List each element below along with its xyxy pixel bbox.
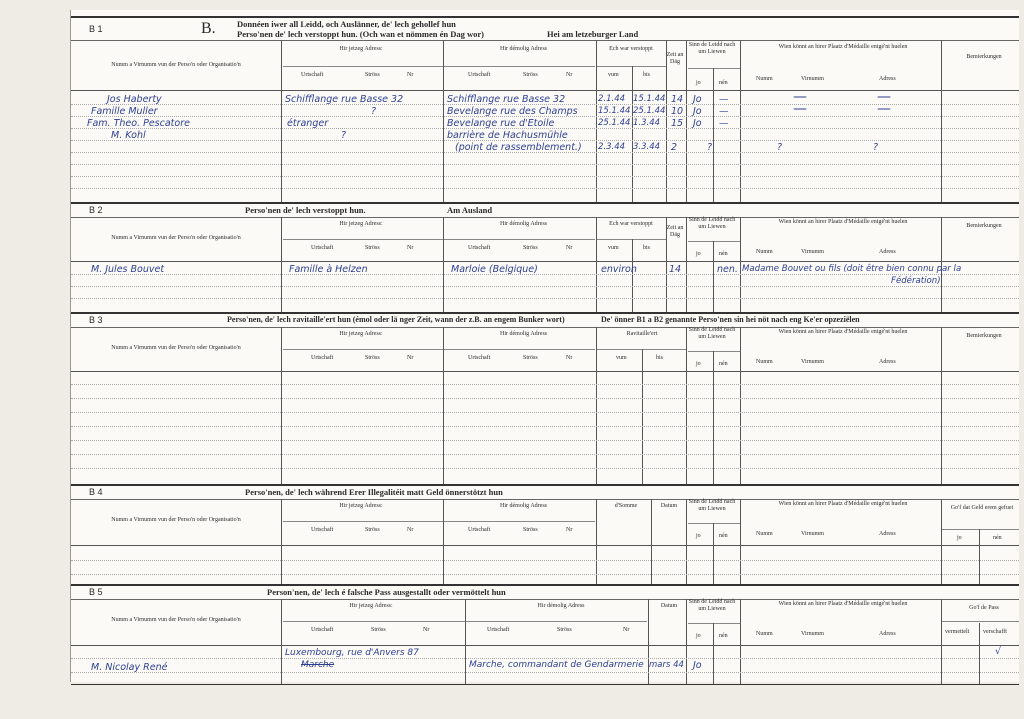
datum-header: Datum — [660, 603, 678, 609]
ort-header: Urtschaft — [311, 627, 334, 633]
section-id: B 5 — [89, 587, 103, 597]
b1-jo-3: Jo — [693, 118, 702, 129]
b1-nen-2: — — [719, 106, 729, 117]
b1-deeg-2: 10 — [671, 106, 684, 117]
section-subtitle: Perso'nen de' lech verstoppt hun. (Och wan et nömmen én Dag wor) — [237, 29, 484, 39]
vermettelt-header: vermettelt — [945, 629, 970, 635]
b1-old-2: Bevelange rue des Champs — [447, 106, 578, 117]
b5-cur: Luxembourg, rue d'Anvers 87 — [285, 648, 419, 658]
numm-header: Numm — [756, 531, 773, 537]
b1-cur-3: étranger — [287, 118, 329, 129]
numm-header: Numm — [756, 359, 773, 365]
jo-header: jo — [696, 361, 701, 367]
section-id: B 2 — [89, 205, 103, 215]
section-id: B 1 — [89, 24, 103, 34]
b5-old: Marche, commandant de Gendarmerie — [469, 660, 644, 670]
numm-header: Numm — [756, 249, 773, 255]
bem-header: Bemierkungen — [966, 54, 1002, 60]
b1-wien-mark-1: — — [793, 89, 807, 105]
adress-header: Adress — [879, 631, 896, 637]
stross-header: Ströss — [523, 527, 538, 533]
section-subtitle: De' önner B1 a B2 genannte Perso'nen sin hei nöt nach eng Ke'er opzeziëlen — [601, 315, 860, 324]
nr-header: Nr — [423, 627, 430, 633]
old-header: Hir démolig Adress — [500, 46, 547, 52]
b1-name-3: Fam. Theo. Pescatore — [87, 118, 190, 129]
stross-header: Ströss — [557, 627, 572, 633]
ort-header: Urtschaft — [468, 355, 491, 361]
old-header: Hir démolig Adress — [537, 603, 585, 609]
virnumm-header: Virnumm — [801, 359, 824, 365]
wien-header: Wien könnt an hirer Plaatz d'Médaille entgé'nt huelen — [778, 601, 908, 607]
b2-old: Marloie (Belgique) — [451, 264, 538, 275]
b1-bis-1: 15.1.44 — [633, 94, 666, 104]
nr-header: Nr — [566, 355, 573, 361]
cur-header: Hir jetzeg Adress: — [349, 603, 393, 609]
b1-old-1: Schifflange rue Basse 32 — [447, 94, 566, 105]
nr-header: Nr — [566, 245, 573, 251]
nr-header: Nr — [566, 72, 573, 78]
b1-jo-2: Jo — [693, 106, 702, 117]
b1-deeg-5: 2 — [671, 142, 678, 153]
jo-header: jo — [696, 251, 701, 257]
stross-header: Ströss — [365, 527, 380, 533]
old-header: Hir démolig Adress — [500, 221, 547, 227]
gof-header: Go'f de Pass — [969, 605, 999, 611]
b1-name-1: Jos Haberty — [107, 94, 162, 105]
b1-name-4: M. Kohl — [111, 130, 146, 141]
ort-header: Urtschaft — [301, 72, 324, 78]
b1-old-3: Bevelange rue d'Etoile — [447, 118, 555, 129]
nen-header: nén — [719, 361, 728, 367]
b5-name: M. Nicolay René — [91, 662, 168, 673]
wien-header: Wien könnt an hirer Plaatz d'Médaille entgé'nt huelen — [778, 501, 908, 507]
b2-wien-1: Madame Bouvet ou fils (doit être bien connu par la — [742, 264, 962, 274]
section-title: Perso'nen de' lech verstoppt hun. — [245, 205, 366, 215]
stross-header: Ströss — [365, 245, 380, 251]
adress-header: Adress — [879, 249, 896, 255]
b2-wien-2: Fédération) — [891, 276, 941, 286]
header-row — [71, 499, 1019, 546]
b2-von: environ — [601, 264, 637, 275]
stross-header: Ströss — [523, 245, 538, 251]
ort-header: Urtschaft — [311, 527, 334, 533]
section-bar — [71, 314, 1019, 328]
b1-nen-3: — — [719, 118, 729, 129]
b1-old-5: (point de rassemblement.) — [455, 142, 582, 153]
section-b3 — [71, 312, 1019, 486]
name-col-header: Numm a Virnumm vun der Perso'n oder Organisatio'n — [111, 517, 241, 523]
ort-header: Urtschaft — [468, 527, 491, 533]
nen-header: nén — [719, 633, 728, 639]
ort-header: Urtschaft — [487, 627, 510, 633]
gof-header: Go'f dat Geld erem gefuet — [950, 505, 1014, 511]
cur-header: Hir jetzeg Adress: — [339, 221, 383, 227]
datum-header: Datum — [660, 503, 678, 509]
name-col-header: Numm a Virnumm vun der Perso'n oder Organisatio'n — [111, 235, 241, 241]
ort-header: Urtschaft — [311, 355, 334, 361]
b1-von-1: 2.1.44 — [598, 94, 626, 104]
b1-cur-1: Schifflange rue Basse 32 — [285, 94, 404, 105]
b1-nen-5: ? — [707, 142, 713, 153]
b1-deeg-1: 14 — [671, 94, 684, 105]
cur-header: Hir jetzeg Adress: — [339, 503, 383, 509]
adress-header: Adress — [879, 531, 896, 537]
section-bar — [71, 204, 1019, 218]
numm-header: Numm — [756, 76, 773, 82]
bis-header: bis — [643, 72, 651, 78]
ort-header: Urtschaft — [468, 72, 491, 78]
zeit-header: Zeit an Däg — [666, 52, 684, 65]
sinn-header: Sinn de Leidd nach um Liewen — [688, 499, 736, 512]
nr-header: Nr — [566, 527, 573, 533]
bis-header: bis — [643, 245, 651, 251]
nr-header: Nr — [407, 245, 414, 251]
b1-deeg-3: 15 — [671, 118, 684, 129]
b1-wien-mark-2: — — [877, 89, 891, 105]
sinn-header: Sinn de Leidd nach um Liewen — [688, 327, 736, 340]
versteppt-header: Ech war verstoppt — [609, 46, 653, 52]
jo-header: jo — [696, 80, 701, 86]
nen-header: nén — [719, 80, 728, 86]
virnumm-header: Virnumm — [801, 531, 824, 537]
vum-header: vum — [608, 72, 619, 78]
b2-name: M. Jules Bouvet — [91, 264, 165, 275]
b1-jo-1: Jo — [693, 94, 702, 105]
nen-header: nén — [719, 251, 728, 257]
somme-header: d'Somme — [614, 503, 638, 509]
jo-header: jo — [957, 535, 962, 541]
section-title: Donnéen iwer all Leidd, och Auslänner, de' lech gehollef hun — [237, 19, 456, 29]
sinn-header: Sinn de Leidd nach um Liewen — [688, 42, 736, 55]
stross-header: Ströss — [371, 627, 386, 633]
nr-header: Nr — [407, 355, 414, 361]
section-b1 — [71, 16, 1019, 204]
stross-header: Ströss — [523, 355, 538, 361]
name-col-header: Numm a Virnumm vun der Perso'n oder Organisatio'n — [111, 345, 241, 351]
wien-header: Wien könnt an hirer Plaatz d'Médaille entgé'nt huelen — [778, 219, 908, 225]
b1-von-5: 2.3.44 — [598, 142, 626, 152]
b5-verschafft-check: √ — [995, 646, 1002, 657]
stross-header: Ströss — [523, 72, 538, 78]
b1-wien-mark-3: — — [793, 101, 807, 117]
bem-header: Bemierkungen — [966, 223, 1002, 229]
versteppt-header: Ech war verstoppt — [609, 221, 653, 227]
b1-old-4: barrière de Hachusmühle — [447, 130, 568, 141]
section-subtitle-2: Hei am letzeburger Land — [547, 29, 639, 39]
old-header: Hir démolig Adress — [500, 503, 547, 509]
nr-header: Nr — [407, 527, 414, 533]
nen-header: nén — [993, 535, 1002, 541]
section-b2 — [71, 202, 1019, 314]
b1-wien-mark-6: ? — [873, 142, 879, 153]
section-b4 — [71, 484, 1019, 586]
b1-nen-1: — — [719, 94, 729, 105]
sinn-header: Sinn de Leidd nach um Liewen — [688, 217, 736, 230]
cur-header: Hir jetzeg Adress: — [339, 331, 383, 337]
header-row — [71, 327, 1019, 372]
b1-name-2: Famille Muller — [91, 106, 158, 117]
b1-bis-3: 1.3.44 — [633, 118, 661, 128]
section-subtitle: Am Ausland — [447, 205, 493, 215]
vum-header: vum — [616, 355, 627, 361]
b1-cur-2: ? — [371, 106, 377, 117]
b1-bis-5: 3.3.44 — [633, 142, 661, 152]
verschafft-header: verschafft — [983, 629, 1007, 635]
name-col-header: Numm a Virnumm vun der Perso'n oder Organisatio'n — [111, 617, 241, 623]
bem-header: Bemierkungen — [966, 333, 1002, 339]
b1-wien-mark-4: — — [877, 101, 891, 117]
section-title: Perso'nen, de' lech ravitaille'ert hun (émol oder lä nger Zeit, wann der z.B. an engem Bunker wort) — [227, 315, 565, 324]
rav-header: Ravitaille'ert — [626, 331, 658, 337]
virnumm-header: Virnumm — [801, 76, 824, 82]
nen-header: nén — [719, 533, 728, 539]
name-col-header: Numm a Virnumm vun der Perso'n oder Organisatio'n — [111, 62, 241, 68]
b2-cur: Famille à Helzen — [289, 264, 368, 275]
section-bar — [71, 586, 1019, 600]
section-id: B 3 — [89, 315, 103, 325]
b5-jo: Jo — [693, 660, 702, 671]
zeit-header: Zeit an Däg — [666, 225, 684, 238]
header-row — [71, 217, 1019, 262]
ort-header: Urtschaft — [311, 245, 334, 251]
b5-cur-struck: Marche — [301, 660, 335, 670]
b2-nen: nen. — [717, 264, 738, 275]
b5-datum: mars 44 — [649, 660, 684, 670]
b2-deeg: 14 — [669, 264, 682, 275]
bis-header: bis — [656, 355, 664, 361]
header-row — [71, 599, 1019, 646]
nr-header: Nr — [407, 72, 414, 78]
wien-header: Wien könnt an hirer Plaatz d'Médaille entgé'nt huelen — [778, 329, 908, 335]
section-bar — [71, 18, 1019, 41]
section-title: Perso'nen, de' lech während Erer Illegalitéit matt Geld önnerstötzt hun — [245, 487, 503, 497]
adress-header: Adress — [879, 76, 896, 82]
sinn-header: Sinn de Leidd nach um Liewen — [688, 599, 736, 612]
cur-header: Hir jetzeg Adress: — [339, 46, 383, 52]
stross-header: Ströss — [365, 72, 380, 78]
stross-header: Ströss — [365, 355, 380, 361]
section-title: Person'nen, de' lech é falsche Pass ausgestallt oder vermöttelt hun — [267, 587, 506, 597]
b1-cur-4: ? — [341, 130, 347, 141]
virnumm-header: Virnumm — [801, 249, 824, 255]
adress-header: Adress — [879, 359, 896, 365]
old-header: Hir démolig Adress — [500, 331, 547, 337]
wien-header: Wien könnt an hirer Plaatz d'Médaille entgé'nt huelen — [778, 44, 908, 50]
vum-header: vum — [608, 245, 619, 251]
b1-bis-2: 25.1.44 — [633, 106, 666, 116]
jo-header: jo — [696, 533, 701, 539]
form-sheet — [70, 10, 1019, 682]
b1-wien-mark-5: ? — [777, 142, 783, 153]
numm-header: Numm — [756, 631, 773, 637]
b1-von-3: 25.1.44 — [598, 118, 631, 128]
section-id: B 4 — [89, 487, 103, 497]
header-row — [71, 40, 1019, 91]
section-bar — [71, 486, 1019, 500]
section-letter: B. — [201, 20, 216, 37]
jo-header: jo — [696, 633, 701, 639]
virnumm-header: Virnumm — [801, 631, 824, 637]
section-b5 — [71, 584, 1019, 685]
ort-header: Urtschaft — [468, 245, 491, 251]
b1-von-2: 15.1.44 — [598, 106, 631, 116]
nr-header: Nr — [623, 627, 630, 633]
